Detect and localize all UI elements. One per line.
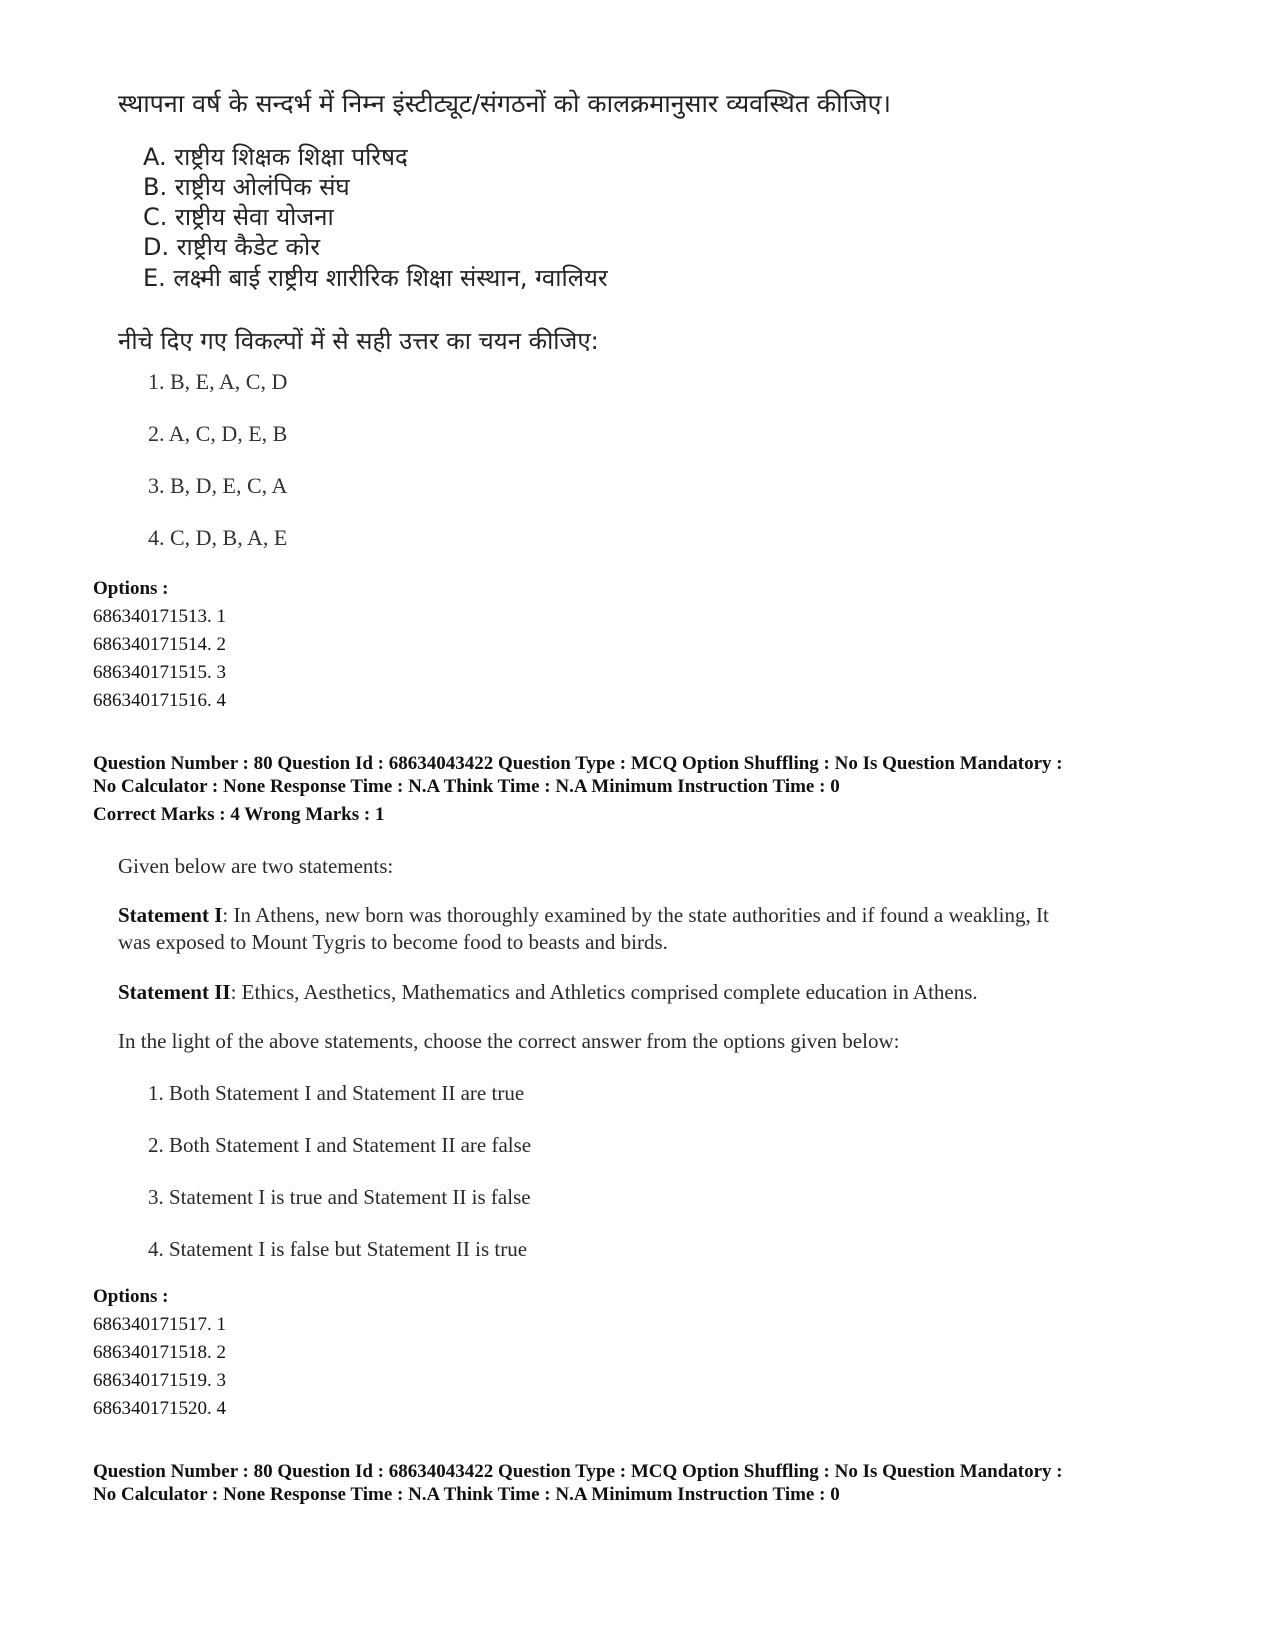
statement-two-label: Statement II <box>118 980 231 1004</box>
answer-choice: 4. Statement I is false but Statement II is true <box>148 1237 528 1261</box>
answer-choice: 2. Both Statement I and Statement II are false <box>148 1133 532 1157</box>
answer-choice: 1. Both Statement I and Statement II are true <box>148 1081 525 1105</box>
option-id: 686340171515. 3 <box>93 662 226 683</box>
answer-choice: 3. Statement I is true and Statement II is false <box>148 1185 531 1209</box>
options-label: Options : <box>93 1286 169 1307</box>
question-meta: No Calculator : None Response Time : N.A Think Time : N.A Minimum Instruction Time : 0 <box>93 1484 840 1505</box>
question-stem: स्थापना वर्ष के सन्दर्भ में निम्न इंस्टीट्यूट/संगठनों को कालक्रमानुसार व्यवस्थित कीजिए। <box>118 89 891 118</box>
option-id: 686340171517. 1 <box>93 1314 226 1335</box>
question-meta: No Calculator : None Response Time : N.A Think Time : N.A Minimum Instruction Time : 0 <box>93 776 840 797</box>
answer-choice: 1. B, E, A, C, D <box>148 369 288 394</box>
marks-info: Correct Marks : 4 Wrong Marks : 1 <box>93 804 385 825</box>
question-meta: Question Number : 80 Question Id : 68634043422 Question Type : MCQ Option Shuffling : No Is Question Mandatory : <box>93 1461 1063 1482</box>
option-id: 686340171514. 2 <box>93 634 226 655</box>
list-item: E. लक्ष्मी बाई राष्ट्रीय शारीरिक शिक्षा संस्थान, ग्वालियर <box>143 264 608 292</box>
option-id: 686340171520. 4 <box>93 1398 226 1419</box>
list-item: B. राष्ट्रीय ओलंपिक संघ <box>143 173 350 201</box>
options-label: Options : <box>93 578 169 599</box>
question-meta: Question Number : 80 Question Id : 68634043422 Question Type : MCQ Option Shuffling : No Is Question Mandatory : <box>93 753 1063 774</box>
statement-two-text: : Ethics, Aesthetics, Mathematics and Athletics comprised complete education in Athens. <box>230 980 978 1004</box>
statement-one-text: : In Athens, new born was thoroughly examined by the state authorities and if found a weakling, It <box>222 903 1049 927</box>
option-id: 686340171516. 4 <box>93 690 226 711</box>
option-id: 686340171513. 1 <box>93 606 226 627</box>
statement-one-label: Statement I <box>118 903 223 927</box>
option-id: 686340171519. 3 <box>93 1370 226 1391</box>
statement-two <box>118 980 978 1005</box>
statement-one-continued: was exposed to Mount Tygris to become food to beasts and birds. <box>118 930 668 954</box>
answer-choice: 4. C, D, B, A, E <box>148 525 288 550</box>
question-prompt: In the light of the above statements, choose the correct answer from the options given below: <box>118 1029 900 1053</box>
list-item: A. राष्ट्रीय शिक्षक शिक्षा परिषद <box>143 143 408 171</box>
question-intro: Given below are two statements: <box>118 854 394 878</box>
option-id: 686340171518. 2 <box>93 1342 226 1363</box>
question-instruction: नीचे दिए गए विकल्पों में से सही उत्तर का चयन कीजिए: <box>118 327 599 355</box>
list-item: C. राष्ट्रीय सेवा योजना <box>143 203 334 231</box>
answer-choice: 2. A, C, D, E, B <box>148 421 288 446</box>
answer-choice: 3. B, D, E, C, A <box>148 473 288 498</box>
list-item: D. राष्ट्रीय कैडेट कोर <box>143 233 321 261</box>
statement-one <box>118 903 1049 928</box>
